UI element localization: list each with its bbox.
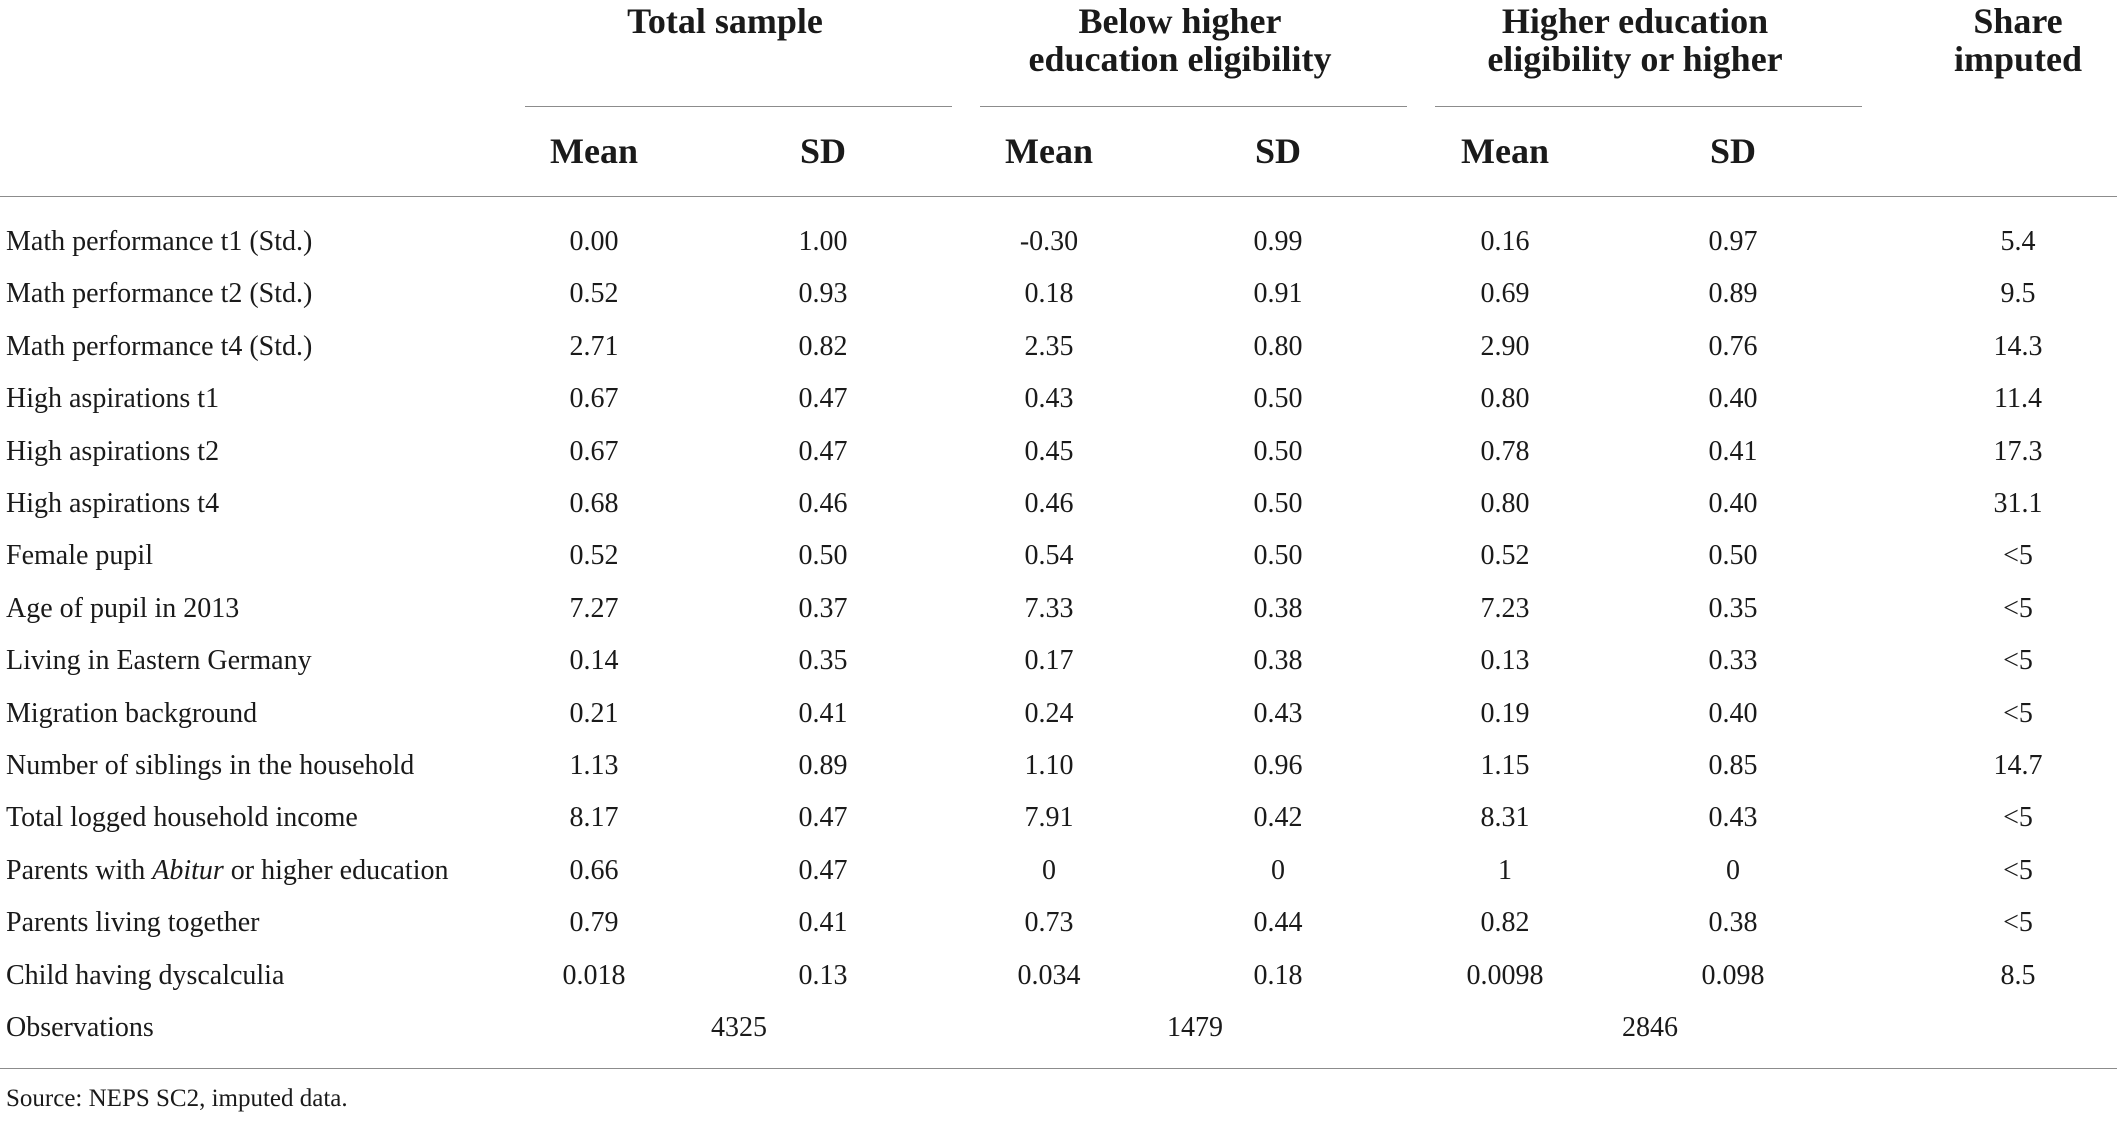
- cell-mean-higher: 8.31: [1480, 802, 1530, 834]
- header-share-line-2: imputed: [1953, 39, 2083, 79]
- cell-share-imputed: 31.1: [1993, 488, 2043, 519]
- cell-sd-below: 0.50: [1253, 435, 1303, 467]
- cell-sd-total: 0.13: [798, 959, 848, 991]
- cell-share-imputed: 9.5: [2000, 278, 2036, 310]
- cell-mean-total: 0.67: [569, 383, 619, 415]
- table-row: [0, 530, 2117, 582]
- cell-share-imputed: 17.3: [1993, 435, 2043, 467]
- row-label: Number of siblings in the household: [6, 750, 415, 781]
- cell-mean-below: 0.17: [1024, 645, 1074, 677]
- cell-sd-higher: 0.89: [1708, 278, 1758, 310]
- cell-sd-higher: 0.40: [1708, 697, 1758, 729]
- rule-higher-education: [1435, 106, 1862, 107]
- source-note: Source: NEPS SC2, imputed data.: [6, 1085, 348, 1112]
- row-label: Female pupil: [6, 540, 153, 572]
- cell-sd-higher: 0.41: [1708, 435, 1758, 467]
- cell-sd-below: 0: [1271, 854, 1285, 886]
- table-row: [0, 845, 2117, 897]
- observations-label: Observations: [6, 1012, 154, 1043]
- row-label: Total logged household income: [6, 802, 358, 834]
- cell-mean-below: 2.35: [1024, 330, 1074, 362]
- cell-sd-higher: 0.40: [1708, 383, 1758, 415]
- cell-sd-higher: 0.43: [1708, 802, 1758, 834]
- cell-mean-total: 7.27: [569, 592, 619, 624]
- table-row: [0, 792, 2117, 844]
- cell-mean-below: 1.10: [1024, 750, 1074, 781]
- table-row: [0, 583, 2117, 635]
- cell-mean-below: 0.54: [1024, 540, 1074, 572]
- header-share-line-1: Share: [1973, 1, 2063, 41]
- cell-sd-higher: 0.38: [1708, 907, 1758, 939]
- cell-mean-below: 7.33: [1024, 592, 1074, 624]
- cell-sd-higher: 0.50: [1708, 540, 1758, 572]
- cell-sd-higher: 0.85: [1708, 750, 1758, 781]
- cell-mean-higher: 0.80: [1480, 488, 1530, 519]
- row-label: Migration background: [6, 697, 258, 729]
- row-label: Parents living together: [6, 907, 260, 939]
- table-row: [0, 321, 2117, 373]
- table-row: [0, 373, 2117, 425]
- cell-mean-total: 0.018: [562, 959, 626, 991]
- observations-higher: 2846: [1622, 1012, 1678, 1043]
- cell-sd-below: 0.50: [1253, 383, 1303, 415]
- cell-mean-total: 0.66: [569, 854, 619, 886]
- cell-mean-total: 2.71: [569, 330, 619, 362]
- cell-mean-total: 0.52: [569, 278, 619, 310]
- cell-mean-higher: 0.52: [1480, 540, 1530, 572]
- header-below-line-1: Below higher: [1078, 1, 1282, 41]
- cell-mean-below: 0.034: [1017, 959, 1081, 991]
- observations-row: [0, 1002, 2117, 1054]
- cell-sd-total: 0.47: [798, 854, 848, 886]
- cell-share-imputed: <5: [2003, 854, 2033, 886]
- table-row: [0, 688, 2117, 740]
- header-higher-line-2: eligibility or higher: [1487, 39, 1783, 79]
- table-row: [0, 740, 2117, 792]
- cell-mean-total: 0.67: [569, 435, 619, 467]
- cell-mean-total: 1.13: [569, 750, 619, 781]
- rule-below-higher-education: [980, 106, 1407, 107]
- header-higher-education: [1435, 2, 1835, 78]
- cell-sd-total: 1.00: [798, 226, 848, 257]
- row-label: Child having dyscalculia: [6, 959, 285, 991]
- header-bottom-rule: [0, 196, 2117, 197]
- cell-mean-total: 0.79: [569, 907, 619, 939]
- header-below-higher-education: [980, 2, 1380, 78]
- cell-share-imputed: <5: [2003, 907, 2033, 939]
- row-label: High aspirations t4: [6, 488, 220, 519]
- rule-total-sample: [525, 106, 952, 107]
- row-label-text-after: or higher education: [223, 854, 449, 886]
- cell-mean-higher: 2.90: [1480, 330, 1530, 362]
- cell-sd-total: 0.41: [798, 907, 848, 939]
- cell-mean-below: 7.91: [1024, 802, 1074, 834]
- row-label: High aspirations t2: [6, 435, 220, 467]
- cell-sd-below: 0.50: [1253, 540, 1303, 572]
- cell-share-imputed: 11.4: [1994, 383, 2042, 415]
- table-row: [0, 897, 2117, 949]
- table-bottom-rule: [0, 1068, 2117, 1069]
- cell-sd-higher: 0.35: [1708, 592, 1758, 624]
- cell-mean-below: -0.30: [1019, 226, 1079, 257]
- cell-sd-total: 0.47: [798, 383, 848, 415]
- row-label: Math performance t2 (Std.): [6, 278, 313, 310]
- cell-mean-below: 0.18: [1024, 278, 1074, 310]
- cell-share-imputed: 8.5: [2000, 959, 2036, 991]
- row-label: Math performance t1 (Std.): [6, 226, 313, 257]
- cell-sd-higher: 0.76: [1708, 330, 1758, 362]
- cell-sd-higher: 0: [1726, 854, 1740, 886]
- cell-mean-below: 0.46: [1024, 488, 1074, 519]
- cell-sd-below: 0.50: [1253, 488, 1303, 519]
- cell-mean-higher: 0.69: [1480, 278, 1530, 310]
- cell-mean-total: 0.68: [569, 488, 619, 519]
- cell-sd-higher: 0.97: [1708, 226, 1758, 257]
- cell-sd-below: 0.38: [1253, 645, 1303, 677]
- header-total-sample-line-1: Total sample: [627, 1, 823, 41]
- cell-sd-total: 0.89: [798, 750, 848, 781]
- cell-mean-total: 0.00: [569, 226, 619, 257]
- cell-sd-total: 0.41: [798, 697, 848, 729]
- cell-sd-total: 0.47: [798, 802, 848, 834]
- row-label: Living in Eastern Germany: [6, 645, 312, 677]
- subheader-sd-higher: SD: [1709, 131, 1757, 171]
- cell-mean-below: 0.24: [1024, 697, 1074, 729]
- cell-sd-total: 0.37: [798, 592, 848, 624]
- cell-sd-total: 0.47: [798, 435, 848, 467]
- subheader-mean-below: Mean: [1005, 131, 1093, 171]
- cell-sd-below: 0.80: [1253, 330, 1303, 362]
- cell-share-imputed: <5: [2003, 592, 2033, 624]
- cell-mean-higher: 0.19: [1480, 697, 1530, 729]
- cell-sd-below: 0.42: [1253, 802, 1303, 834]
- table-row: [0, 426, 2117, 478]
- cell-sd-below: 0.96: [1253, 750, 1303, 781]
- cell-sd-below: 0.18: [1253, 959, 1303, 991]
- cell-mean-higher: 0.16: [1480, 226, 1530, 257]
- observations-total: 4325: [711, 1012, 767, 1043]
- cell-sd-higher: 0.40: [1708, 488, 1758, 519]
- cell-mean-higher: 0.80: [1480, 383, 1530, 415]
- cell-sd-below: 0.38: [1253, 592, 1303, 624]
- row-label: Math performance t4 (Std.): [6, 330, 313, 362]
- cell-mean-higher: 0.82: [1480, 907, 1530, 939]
- row-label: High aspirations t1: [6, 383, 220, 415]
- cell-mean-higher: 1: [1498, 854, 1512, 886]
- cell-sd-total: 0.82: [798, 330, 848, 362]
- cell-sd-total: 0.46: [798, 488, 848, 519]
- cell-sd-below: 0.43: [1253, 697, 1303, 729]
- cell-mean-below: 0.73: [1024, 907, 1074, 939]
- cell-mean-total: 8.17: [569, 802, 619, 834]
- subheader-mean-higher: Mean: [1461, 131, 1549, 171]
- cell-share-imputed: <5: [2003, 540, 2033, 572]
- cell-mean-below: 0.45: [1024, 435, 1074, 467]
- observations-below: 1479: [1167, 1012, 1223, 1043]
- table-row: [0, 950, 2117, 1002]
- cell-mean-higher: 0.0098: [1466, 959, 1544, 991]
- cell-share-imputed: 5.4: [2000, 226, 2036, 257]
- table-row: [0, 268, 2117, 320]
- cell-share-imputed: <5: [2003, 645, 2033, 677]
- row-label-text-italic: Abitur: [152, 854, 224, 886]
- cell-sd-below: 0.44: [1253, 907, 1303, 939]
- header-share-imputed: [1868, 2, 2117, 78]
- cell-mean-higher: 0.13: [1480, 645, 1530, 677]
- cell-mean-total: 0.52: [569, 540, 619, 572]
- cell-sd-higher: 0.33: [1708, 645, 1758, 677]
- cell-share-imputed: <5: [2003, 802, 2033, 834]
- cell-share-imputed: <5: [2003, 697, 2033, 729]
- row-label: Age of pupil in 2013: [6, 592, 240, 624]
- cell-mean-total: 0.14: [569, 645, 619, 677]
- table-row: [0, 216, 2117, 268]
- row-label-text-before: Parents with: [6, 854, 153, 886]
- subheader-mean-total: Mean: [550, 131, 638, 171]
- cell-mean-higher: 0.78: [1480, 435, 1530, 467]
- cell-sd-higher: 0.098: [1701, 959, 1765, 991]
- subheader-sd-below: SD: [1254, 131, 1302, 171]
- cell-mean-total: 0.21: [569, 697, 619, 729]
- cell-sd-total: 0.50: [798, 540, 848, 572]
- table-row: [0, 478, 2117, 530]
- row-label: [6, 845, 448, 897]
- cell-mean-higher: 1.15: [1480, 750, 1530, 781]
- cell-sd-total: 0.35: [798, 645, 848, 677]
- cell-mean-higher: 7.23: [1480, 592, 1530, 624]
- cell-sd-below: 0.91: [1253, 278, 1303, 310]
- cell-share-imputed: 14.3: [1993, 330, 2043, 362]
- cell-share-imputed: 14.7: [1993, 750, 2043, 781]
- cell-mean-below: 0.43: [1024, 383, 1074, 415]
- cell-sd-total: 0.93: [798, 278, 848, 310]
- cell-sd-below: 0.99: [1253, 226, 1303, 257]
- subheader-sd-total: SD: [799, 131, 847, 171]
- header-below-line-2: education eligibility: [1028, 39, 1332, 79]
- header-total-sample: [525, 2, 925, 40]
- table-row: [0, 635, 2117, 687]
- cell-mean-below: 0: [1042, 854, 1056, 886]
- header-higher-line-1: Higher education: [1501, 1, 1769, 41]
